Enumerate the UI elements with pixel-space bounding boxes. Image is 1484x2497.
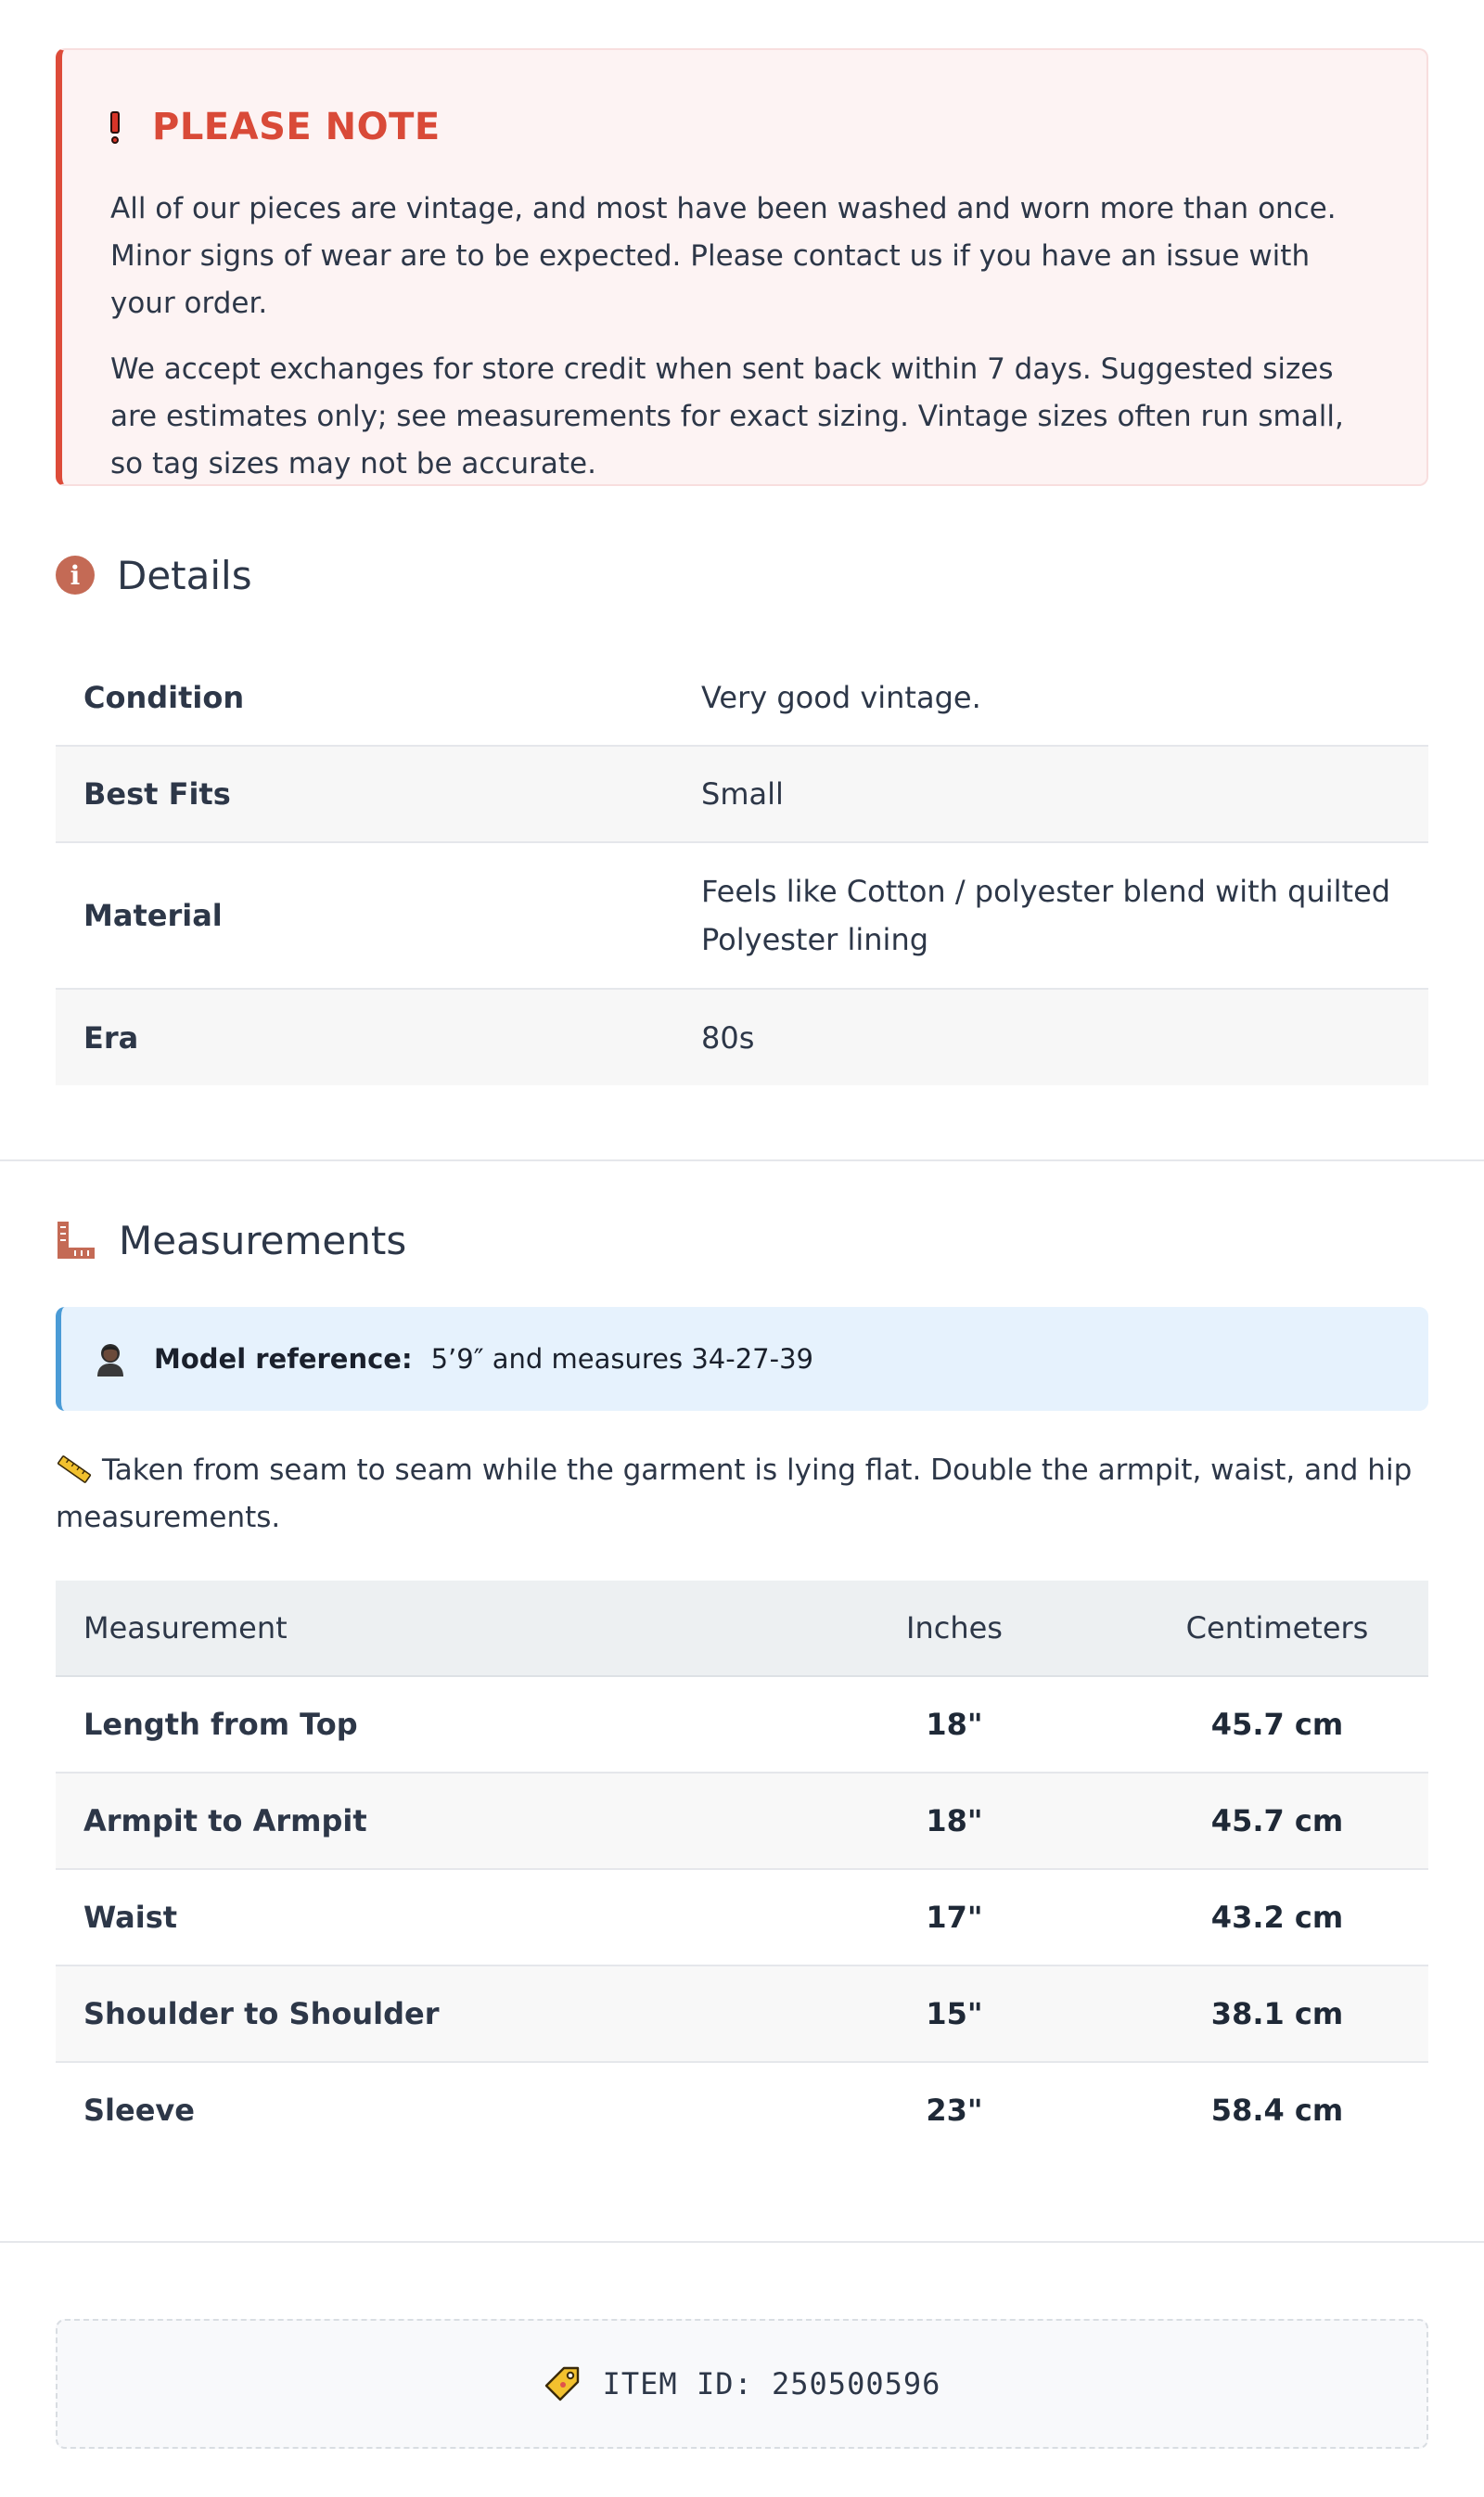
measurement-note [56, 1447, 1428, 1542]
section-divider [0, 2241, 1484, 2243]
measurement-note-text: Taken from seam to seam while the garment is lying flat. Double the armpit, waist, and hip measurements. [56, 1453, 1413, 1534]
detail-value: Very good vintage. [673, 649, 1428, 746]
table-row [56, 842, 1428, 989]
detail-value: Feels like Cotton / polyester blend with quilted Polyester lining [673, 842, 1428, 989]
measurement-inches: 15" [783, 1966, 1126, 2062]
model-reference-value: 5’9″ and measures 34-27-39 [430, 1343, 813, 1375]
ruler-icon [56, 1220, 96, 1261]
measurements-table [56, 1581, 1428, 2158]
column-header-centimeters: Centimeters [1126, 1581, 1428, 1676]
table-row [56, 1869, 1428, 1966]
detail-value: 80s [673, 989, 1428, 1085]
measurement-cm: 45.7 cm [1126, 1773, 1428, 1869]
measurement-inches: 23" [926, 2093, 983, 2128]
item-id-text: ITEM ID: 250500596 [602, 2366, 941, 2401]
info-icon: i [56, 556, 95, 595]
column-header-inches: Inches [783, 1581, 1126, 1676]
measurement-inches: 18" [783, 1676, 1126, 1773]
measurements-title: Measurements [119, 1217, 407, 1263]
table-row [56, 1966, 1428, 2062]
notice-paragraph: All of our pieces are vintage, and most have been washed and worn more than once. Minor signs of wear are to be expected. Please contact us if you have an issue with your order. [110, 192, 1337, 320]
measurement-name: Sleeve [83, 2093, 195, 2128]
table-row [56, 989, 1428, 1085]
measurement-inches: 18" [783, 1773, 1126, 1869]
table-row [56, 1773, 1428, 1869]
table-row [56, 2062, 1428, 2158]
person-icon [95, 1341, 126, 1377]
measurement-name: Armpit to Armpit [56, 1773, 783, 1869]
detail-key: Era [56, 989, 673, 1085]
details-title: Details [117, 552, 252, 598]
table-header-row [56, 1581, 1428, 1676]
detail-value: Small [673, 746, 1428, 842]
measurements-header [56, 1212, 406, 1268]
measurement-inches: 17" [783, 1869, 1126, 1966]
section-divider [0, 1159, 1484, 1161]
measurement-cm: 58.4 cm [1210, 2093, 1344, 2128]
measurement-cm: 45.7 cm [1126, 1676, 1428, 1773]
notice-title [110, 104, 1380, 150]
table-row [56, 649, 1428, 746]
measurement-name: Waist [56, 1869, 783, 1966]
please-note-box [56, 48, 1428, 486]
table-row [56, 746, 1428, 842]
detail-key: Material [56, 842, 673, 989]
detail-key: Best Fits [56, 746, 673, 842]
details-table [56, 649, 1428, 1085]
detail-key: Condition [56, 649, 673, 746]
item-id-box [56, 2319, 1428, 2449]
model-reference-label: Model reference: [154, 1343, 413, 1375]
measurement-cm: 38.1 cm [1126, 1966, 1428, 2062]
column-header-measurement: Measurement [56, 1581, 783, 1676]
details-header [56, 547, 252, 603]
measurement-cm: 43.2 cm [1126, 1869, 1428, 1966]
table-row [56, 1676, 1428, 1773]
notice-heading: PLEASE NOTE [152, 106, 441, 148]
notice-paragraph: We accept exchanges for store credit when sent back within 7 days. Suggested sizes are estimates only; see measurements for exact sizing. Vintage sizes often run small, so tag sizes may not be accurate. [110, 352, 1344, 480]
tag-icon [544, 2365, 581, 2402]
pencil-icon [56, 1451, 93, 1479]
measurement-name: Shoulder to Shoulder [56, 1966, 783, 2062]
model-reference-box [56, 1307, 1428, 1411]
measurement-name: Length from Top [56, 1676, 783, 1773]
exclamation-icon [110, 111, 120, 143]
